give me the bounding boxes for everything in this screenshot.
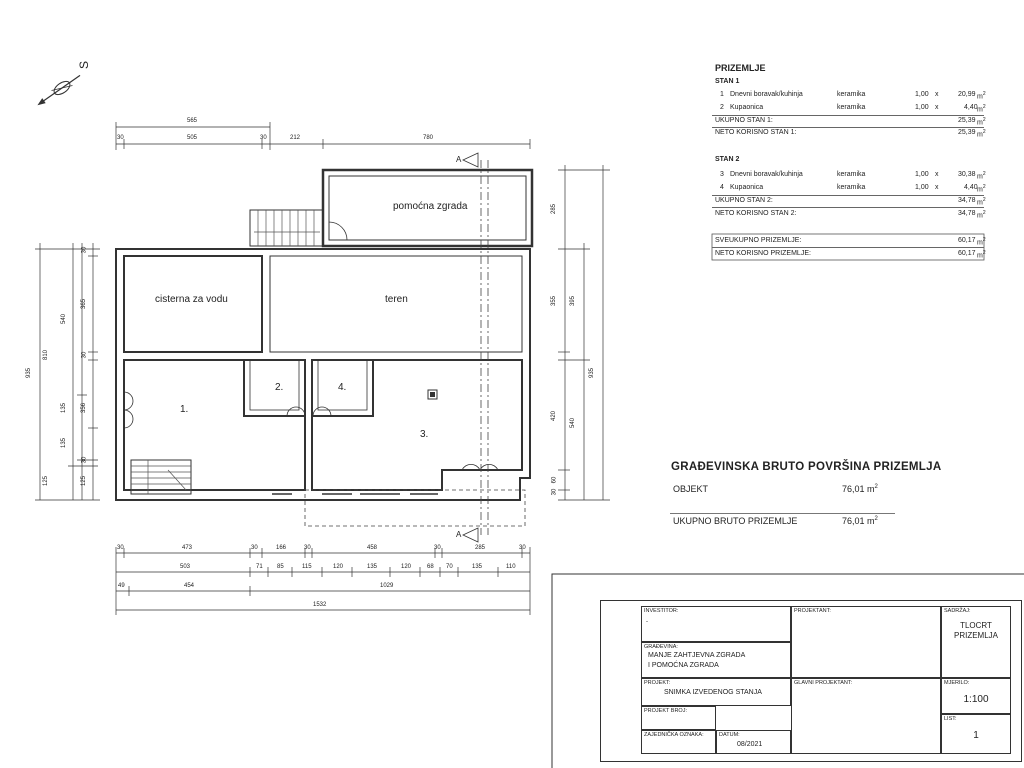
dim-bottom-473: 473 [182,545,193,551]
dim-left-135a: 135 [61,437,68,449]
dim-left-135b: 135 [61,402,68,414]
dim-right-30: 30 [551,488,558,496]
dim-left-540: 540 [61,313,68,325]
schedule-row-2: 2 Kupaonica keramika 1,00 x 4,40 $m^2$ [720,104,986,114]
schedule-row-4: 4 Kupaonica keramika 1,00 x 4,40 $m^2$ [720,184,986,194]
north-arrow-label: S [77,60,92,70]
ukupno-stan2: UKUPNO STAN 2: 34,78 $m^2$ [715,197,986,207]
dim-bottom-454: 454 [184,583,195,589]
dim-top-212: 212 [290,135,301,141]
neto-prizemlje: NETO KORISNO PRIZEMLJE: 60,17 $m^2$ [715,250,986,260]
tb-investitor: INVESTITOR: - [641,606,791,642]
dim-bottom-120b: 120 [401,564,412,570]
section-marker-top: A [456,155,462,164]
tb-projekt: PROJEKT: SNIMKA IZVEDENOG STANJA [641,678,791,706]
dim-bottom-458: 458 [367,545,378,551]
dim-right-355: 355 [551,295,558,307]
dim-left-125b: 125 [81,475,88,487]
dim-right-935: 935 [589,367,596,379]
neto-stan2: NETO KORISNO STAN 2: 34,78 $m^2$ [715,210,986,220]
tb-projektant: PROJEKTANT: [791,606,941,678]
dim-bottom-503: 503 [180,564,191,570]
dim-bottom-135a: 135 [367,564,378,570]
dim-bottom-68: 68 [427,564,434,570]
dim-right-395: 395 [570,295,577,307]
dim-bottom-30b: 30 [251,545,258,551]
north-arrow-icon [35,71,83,109]
dim-left-356: 356 [81,402,88,414]
dim-bottom-115: 115 [302,564,312,570]
tb-mjerilo: MJERILO: 1:100 [941,678,1011,714]
dim-left-125a: 125 [43,475,50,487]
dim-left-810: 810 [43,349,50,361]
stan1-heading: STAN 1 [715,78,740,85]
dim-right-540: 540 [570,417,577,429]
dim-top-30b: 30 [260,135,267,141]
bruto-objekt-label: OBJEKT [673,484,709,494]
bruto-objekt-value: 76,01 $m^2$ [842,484,878,494]
dim-top-780: 780 [423,135,434,141]
section-marker-bottom: A [456,530,462,539]
dim-top-505: 505 [187,135,198,141]
neto-stan1: NETO KORISNO STAN 1: 25,39 $m^2$ [715,129,986,139]
stan2-heading: STAN 2 [715,156,740,163]
tb-projekt-broj: PROJEKT BROJ: [641,706,716,730]
room-label-2: 2. [275,382,284,393]
dim-bottom-30d: 30 [434,545,441,551]
dim-left-30b: 30 [81,351,88,359]
room-label-pomocna-zgrada: pomoćna zgrada [393,201,468,212]
bruto-title: GRAĐEVINSKA BRUTO POVRŠINA PRIZEMLJA [671,461,942,473]
tb-sadrzaj: SADRŽAJ: TLOCRT PRIZEMLJA [941,606,1011,678]
room-label-teren: teren [385,294,408,305]
room-label-3: 3. [420,429,429,440]
dim-bottom-1029: 1029 [380,583,394,589]
dim-right-285: 285 [551,203,558,215]
dim-left-935: 935 [26,367,33,379]
dim-left-30a: 30 [81,246,88,254]
sveukupno-prizemlje: SVEUKUPNO PRIZEMLJE: 60,17 $m^2$ [715,237,986,247]
dim-right-420: 420 [551,410,558,422]
room-label-1: 1. [180,404,189,415]
dim-bottom-135b: 135 [472,564,483,570]
title-block [600,600,1022,762]
tb-list: LIST: 1 [941,714,1011,754]
dim-top-565: 565 [187,118,198,124]
dim-bottom-49: 49 [118,583,125,589]
dim-bottom-1532: 1532 [313,602,327,608]
dim-top-30a: 30 [117,135,124,141]
ukupno-stan1: UKUPNO STAN 1: 25,39 $m^2$ [715,117,986,127]
tb-gradevina: GRAĐEVINA: MANJE ZAHTJEVNA ZGRADA I POMOĆNA ZGRADA [641,642,791,678]
tb-datum: DATUM: 08/2021 [716,730,791,754]
room-label-4: 4. [338,382,347,393]
dim-bottom-285: 285 [475,545,486,551]
tb-glavni-projektant: GLAVNI PROJEKTANT: [791,678,941,754]
bruto-ukupno-value: 76,01 $m^2$ [842,516,878,526]
room-label-cisterna: cisterna za vodu [155,294,228,305]
dim-left-30c: 30 [81,456,88,464]
schedule-row-1: 1 Dnevni boravak/kuhinja keramika 1,00 x 20,99 $m^2$ [720,91,986,101]
dim-bottom-30a: 30 [117,545,124,551]
dim-bottom-71: 71 [256,564,263,570]
dim-right-60: 60 [551,476,558,484]
schedule-title: PRIZEMLJE [715,63,766,73]
dim-bottom-30e: 30 [519,545,526,551]
bruto-ukupno-label: UKUPNO BRUTO PRIZEMLJE [673,516,798,526]
dim-bottom-120a: 120 [333,564,344,570]
dim-bottom-30c: 30 [304,545,311,551]
tb-zajednicka: ZAJEDNIČKA OZNAKA: [641,730,716,754]
dim-bottom-166: 166 [276,545,287,551]
dim-bottom-85: 85 [277,564,284,570]
dim-left-365: 365 [81,298,88,310]
schedule-row-3: 3 Dnevni boravak/kuhinja keramika 1,00 x 30,38 $m^2$ [720,171,986,181]
dim-bottom-70: 70 [446,564,453,570]
dim-bottom-110: 110 [506,564,516,570]
